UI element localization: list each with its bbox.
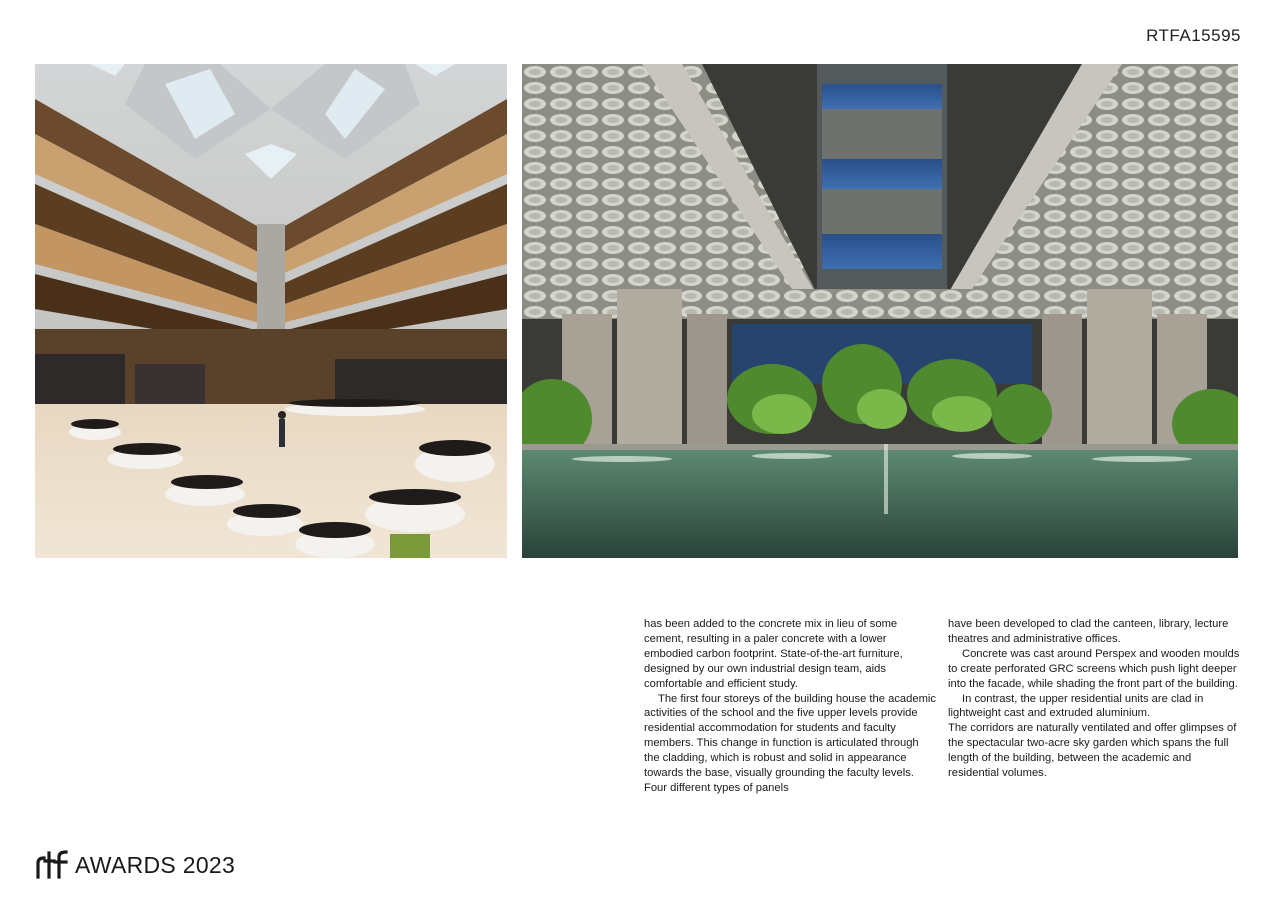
paragraph: The first four storeys of the building house the academic activities of the school and the five upper levels provide residential accommodation for students and faculty members. This change in function is articulated through the cladding, which is robust and solid in appearance towards the base, visually grounding the faculty levels. Four different types of panels: [644, 692, 936, 794]
awards-label: AWARDS 2023: [75, 851, 236, 878]
paragraph: Concrete was cast around Perspex and wooden moulds to create perforated GRC screens which push light deeper into the facade, while shading the front part of the building.: [948, 647, 1240, 690]
paragraph: has been added to the concrete mix in lieu of some cement, resulting in a paler concrete with a lower embodied carbon footprint. State-of-the-art furniture, designed by our own industrial design team, aids comfortable and efficient study.: [644, 618, 903, 690]
rtf-logo: [35, 849, 69, 881]
text-column-1: [644, 617, 936, 796]
courtyard-pond-photo: [522, 64, 1238, 558]
project-code: RTFA15595: [1146, 26, 1241, 45]
paragraph: have been developed to clad the canteen, library, lecture theatres and administrative offices.: [948, 618, 1229, 645]
awards-footer: [35, 849, 235, 881]
paragraph: The corridors are naturally ventilated and offer glimpses of the spectacular two-acre sky garden which spans the full length of the building, between the academic and residential volumes.: [948, 722, 1237, 780]
atrium-assembly-photo: [35, 64, 507, 558]
paragraph: In contrast, the upper residential units are clad in lightweight cast and extruded aluminium.: [948, 692, 1204, 720]
text-column-2: [948, 617, 1240, 781]
